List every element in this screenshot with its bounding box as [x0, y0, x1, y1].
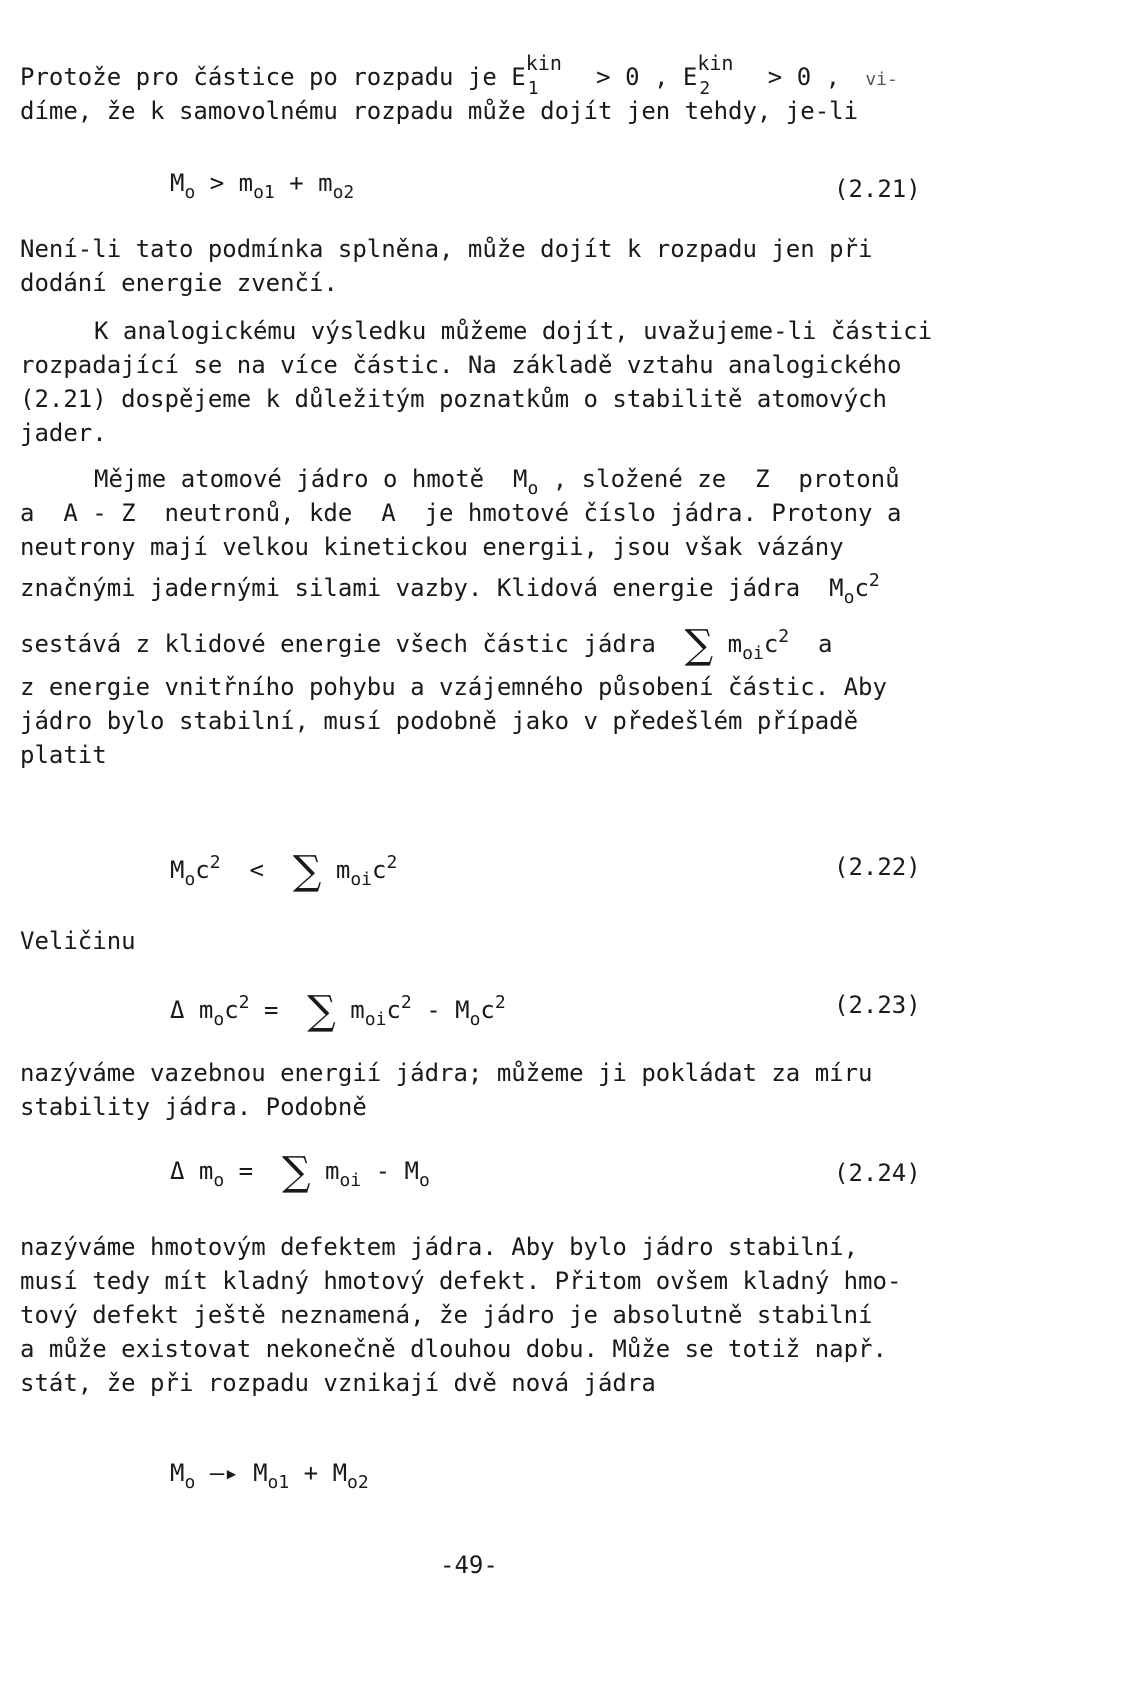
text-line: stability jádra. Podobně — [20, 1093, 367, 1121]
text-line: rozpadající se na více částic. Na základě vztahu analogického — [20, 351, 902, 379]
equation-number: (2.24) — [834, 1159, 921, 1187]
text-line: Není-li tato podmínka splněna, může dojít k rozpadu jen při — [20, 235, 873, 263]
text-line: (2.21) dospějeme k důležitým poznatkům o stabilitě atomových — [20, 385, 887, 413]
text-line: Veličinu — [20, 927, 136, 955]
text-line: značnými jadernými silami vazby. Klidová energie jádra $M_oc^2$ — [20, 570, 880, 608]
page-number: -49- — [440, 1551, 498, 1579]
text-line: jádro bylo stabilní, musí podobně jako v předešlém případě — [20, 707, 859, 735]
text-line: díme, že k samovolnému rozpadu může dojít jen tehdy, je-li — [20, 97, 859, 125]
equation-2-21: $M_o > m_{o1} + m_{o2}$ — [170, 169, 355, 203]
text-line: a A - Z neutronů, kde A je hmotové číslo jádra. Protony a — [20, 499, 902, 527]
text-line: z energie vnitřního pohybu a vzájemného působení částic. Aby — [20, 673, 887, 701]
text-line: platit — [20, 741, 107, 769]
text-line: neutrony mají velkou kinetickou energii, jsou však vázány — [20, 533, 844, 561]
equation-number: (2.22) — [834, 853, 921, 881]
summation-symbol: ∑ — [282, 1149, 311, 1195]
text-line: Protože pro částice po rozpadu je E kin 1 > 0 , E kin 2 > 0 , vi- — [20, 51, 898, 99]
equation-2-22: $M_oc^2$ < ∑ $m_{oi}c^2$ — [170, 848, 398, 894]
text-line: K analogickému výsledku můžeme dojít, uvažujeme-li částici — [94, 317, 933, 345]
equation-number: (2.23) — [834, 991, 921, 1019]
summation-symbol: ∑ — [292, 848, 322, 894]
equation-number: (2.21) — [834, 175, 921, 203]
text-line: tový defekt ještě neznamená, že jádro je absolutně stabilní — [20, 1301, 873, 1329]
text-line: sestává z klidové energie všech částic jádra ∑ $m_{oi}c^2$ a — [20, 622, 833, 668]
summation-symbol: ∑ — [307, 988, 336, 1034]
text-line: Mějme atomové jádro o hmotě $M_o$ , složené ze Z protonů — [94, 465, 900, 499]
text-line: jader. — [20, 419, 107, 447]
text-line: nazýváme hmotovým defektem jádra. Aby bylo jádro stabilní, — [20, 1233, 859, 1261]
text-line: stát, že při rozpadu vznikají dvě nová jádra — [20, 1369, 656, 1397]
text-line: dodání energie zvenčí. — [20, 269, 338, 297]
equation-decay: $M_o$ —▸ $M_{o1} + M_{o2}$ — [170, 1459, 369, 1493]
equation-2-24: Δ $m_o$ = ∑ $m_{oi} - M_o$ — [170, 1149, 430, 1195]
equation-2-23: Δ $m_oc^2$ = ∑ $m_{oi}c^2 - M_oc^2$ — [170, 988, 506, 1034]
text-line: musí tedy mít kladný hmotový defekt. Přitom ovšem kladný hmo- — [20, 1267, 902, 1295]
text-line: nazýváme vazebnou energií jádra; můžeme ji pokládat za míru — [20, 1059, 873, 1087]
summation-symbol: ∑ — [684, 622, 714, 668]
text-line: a může existovat nekonečně dlouhou dobu. Může se totiž např. — [20, 1335, 887, 1363]
